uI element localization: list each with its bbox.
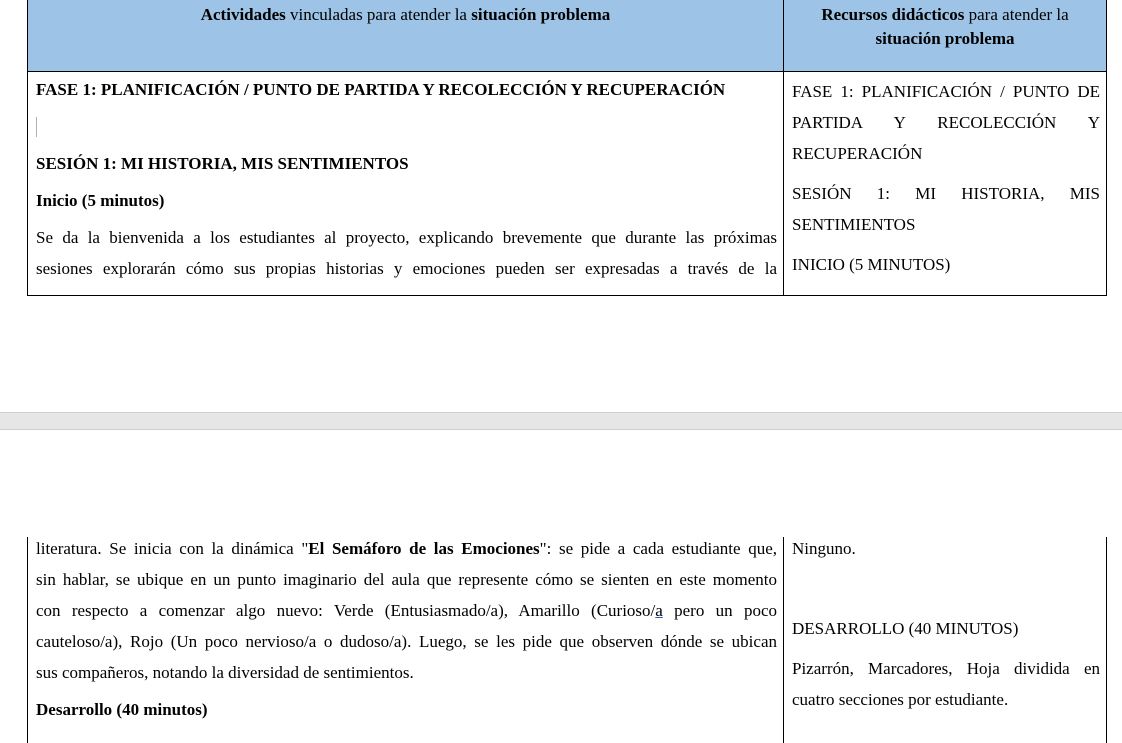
inicio-line-2: sesiones explorarán cómo sus propias historias y emociones pueden ser expresadas a través de la	[36, 259, 777, 278]
resources-cell-continued[interactable]	[784, 537, 1106, 743]
res-inicio: INICIO (5 MINUTOS)	[792, 255, 951, 274]
table-header-row	[27, 0, 1107, 72]
text-cursor	[36, 117, 37, 137]
cont-line-4: cauteloso/a), Rojo (Un poco nervioso/a o dudoso/a). Luego, se les pide que observen dónde se ubican	[36, 632, 777, 651]
header-resources-bold-1: Recursos didácticos	[821, 5, 965, 24]
cont-line-5: sus compañeros, notando la diversidad de sentimientos.	[36, 663, 414, 682]
res-phase-line-2: PARTIDA Y RECOLECCIÓN Y	[792, 113, 1100, 132]
phase-title: FASE 1: PLANIFICACIÓN / PUNTO DE PARTIDA Y RECOLECCIÓN Y RECUPERACIÓN	[36, 80, 726, 99]
session-title: SESIÓN 1: MI HISTORIA, MIS SENTIMIENTOS	[36, 154, 409, 173]
inicio-line-1: Se da la bienvenida a los estudiantes al proyecto, explicando brevemente que durante las próximas	[36, 228, 777, 247]
res-materials-line-2: cuatro secciones por estudiante.	[792, 690, 1009, 709]
res-ninguno: Ninguno.	[792, 539, 856, 558]
resources-cell[interactable]	[784, 72, 1106, 295]
inicio-heading: Inicio (5 minutos)	[36, 191, 165, 210]
res-materials-line-1: Pizarrón, Marcadores, Hoja dividida en	[792, 659, 1100, 678]
res-desarrollo: DESARROLLO (40 MINUTOS)	[792, 619, 1019, 638]
cont-line-3: con respecto a comenzar algo nuevo: Verde (Entusiasmado/a), Amarillo (Curioso/a pero un poco	[36, 601, 777, 620]
activities-cell-continued[interactable]	[28, 537, 783, 743]
header-resources-cell	[784, 0, 1106, 71]
header-activities-bold-2: situación problema	[471, 5, 611, 24]
header-activities-text: vinculadas para atender la	[285, 5, 472, 24]
res-session-line-1: SESIÓN 1: MI HISTORIA, MIS	[792, 184, 1100, 203]
desarrollo-heading: Desarrollo (40 minutos)	[36, 700, 208, 719]
header-activities-bold-1: Actividades	[200, 5, 286, 24]
header-resources-text: para atender la	[964, 5, 1069, 24]
page-break-gap	[0, 412, 1122, 430]
cont-line-2: sin hablar, se ubique en un punto imaginario del aula que represente cómo se sienten en este momento	[36, 570, 777, 589]
res-session-line-2: SENTIMIENTOS	[792, 215, 916, 234]
header-activities-cell	[28, 0, 784, 71]
res-phase-line-3: RECUPERACIÓN	[792, 144, 923, 163]
table-body-row	[27, 72, 1107, 296]
activities-cell[interactable]	[28, 72, 784, 295]
res-phase-line-1: FASE 1: PLANIFICACIÓN / PUNTO DE	[792, 82, 1100, 101]
table-border-right	[1106, 537, 1107, 743]
cont-line-1: literatura. Se inicia con la dinámica "El Semáforo de las Emociones": se pide a cada estudiante que,	[36, 539, 777, 558]
header-resources-bold-2: situación problema	[875, 29, 1015, 48]
